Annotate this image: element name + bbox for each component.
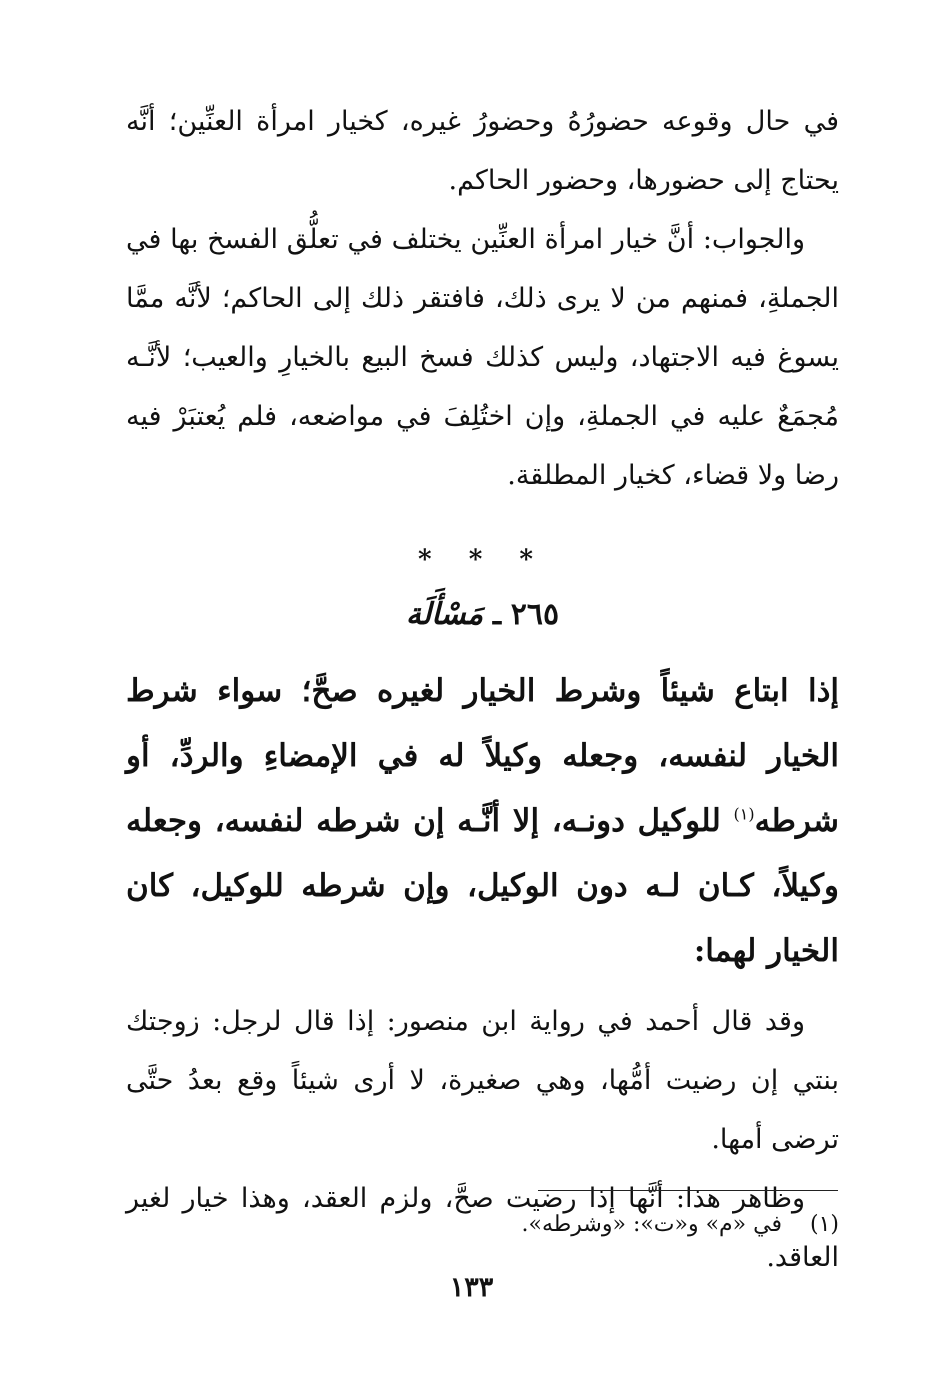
footnote-reference: (١) — [733, 804, 755, 824]
issue-heading — [126, 593, 839, 637]
paragraph-ahmad-narration: وقد قال أحمد في رواية ابن منصور: إذا قال لرجل: زوجتك بنتي إن رضيت أمُّها، وهي صغيرة، لا أرى شيئاً وقع بعدُ حتَّى ترضى أمها. — [126, 1006, 839, 1155]
section-separator: * * * — [418, 545, 547, 575]
footnote-divider — [538, 1190, 838, 1191]
page-number: ١٣٣ — [449, 1272, 494, 1303]
issue-statement-part1: إذا ابتاع شيئاً وشرط الخيار لغيره صحَّ؛ سواء شرط الخيار لنفسه، وجعله وكيلاً له في الإمضاءِ والردِّ، أو شرطه — [126, 673, 839, 839]
issue-statement-part2: للوكيل دونـه، إلا أنَّـه إن شرطه لنفسه، وجعله وكيلاً، كـان لـه دون الوكيل، وإن شرطه للوكيل، كان الخيار لهما: — [126, 803, 839, 969]
paragraph-apparent-meaning: وظاهر هذا: أنَّها إذا رضيت صحَّ، ولزم العقد، وهذا خيار لغير العاقد. — [126, 1183, 839, 1273]
issue-dash: ـ — [492, 598, 502, 631]
paragraph-answer: والجواب: أنَّ خيار امرأة العنِّين يختلف في تعلُّق الفسخ بها في الجملةِ، فمنهم من لا يرى ذلك، فافتقر ذلك إلى الحاكم؛ لأنَّه ممَّا يسوغ فيه الاجتهاد، وليس كذلك فسخ البيع بالخيارِ والعيب؛ لأنَّـه مُجمَعٌ عليه في الجملةِ، وإن اختُلِفَ في مواضعه، فلم يُعتبَرْ فيه رضا ولا قضاء، كخيار المطلقة. — [126, 224, 839, 491]
footnote-text: في «م» و«ت»: «وشرطه». — [521, 1212, 782, 1237]
issue-number: ٢٦٥ — [510, 597, 560, 632]
paragraph-continuation: في حال وقوعه حضورُهُ وحضورُ غيره، كخيار امرأة العنِّين؛ أنَّه يحتاج إلى حضورها، وحضور الحاكم. — [126, 106, 839, 196]
issue-statement — [126, 659, 839, 984]
footnote — [522, 1208, 839, 1242]
issue-label: مَسْأَلَة — [405, 597, 484, 632]
footnote-marker: (١) — [809, 1212, 839, 1237]
